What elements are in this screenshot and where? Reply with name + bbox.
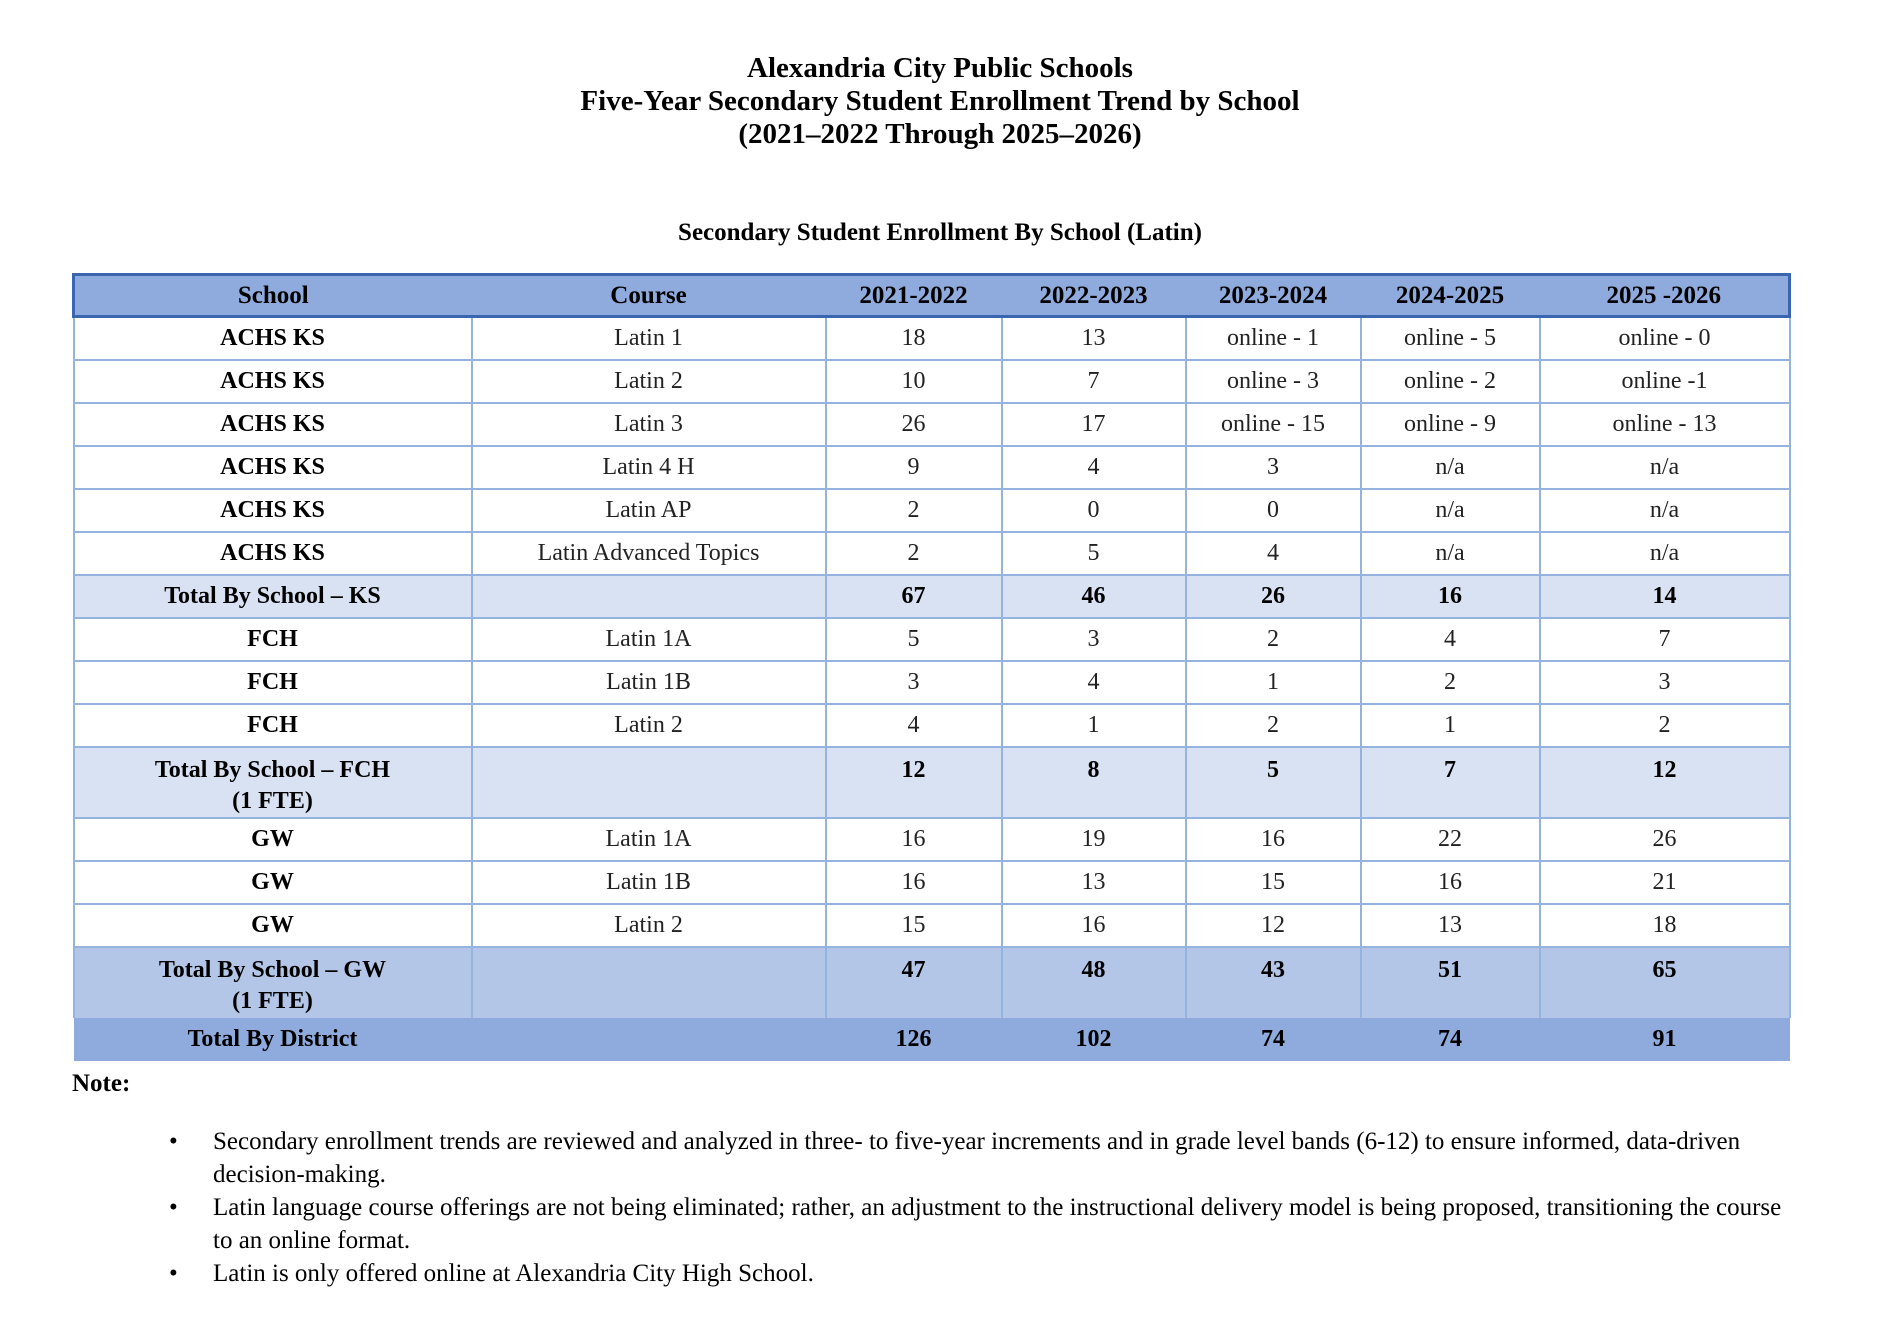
value-cell: 126 xyxy=(826,1018,1002,1061)
table-row xyxy=(74,747,1790,818)
value-cell: 5 xyxy=(826,618,1002,661)
course-cell: Latin 1 xyxy=(472,317,826,360)
value-cell: 1 xyxy=(1002,704,1186,747)
value-cell: 0 xyxy=(1186,489,1361,532)
note-label: Note: xyxy=(72,1069,131,1097)
enrollment-table-body xyxy=(74,317,1790,1061)
value-cell: 48 xyxy=(1002,947,1186,1018)
notes-list xyxy=(72,1125,1802,1290)
value-cell: 65 xyxy=(1540,947,1790,1018)
table-row xyxy=(74,818,1790,861)
value-cell: n/a xyxy=(1361,532,1540,575)
school-cell: Total By School – GW (1 FTE) xyxy=(74,947,472,1018)
table-row xyxy=(74,403,1790,446)
value-cell: 12 xyxy=(826,747,1002,818)
course-cell xyxy=(472,947,826,1018)
value-cell: 2 xyxy=(1186,704,1361,747)
value-cell: n/a xyxy=(1540,446,1790,489)
value-cell: 13 xyxy=(1002,317,1186,360)
course-cell: Latin 2 xyxy=(472,360,826,403)
value-cell: 12 xyxy=(1540,747,1790,818)
value-cell: 3 xyxy=(1002,618,1186,661)
table-row xyxy=(74,1018,1790,1061)
value-cell: 18 xyxy=(1540,904,1790,947)
school-cell: GW xyxy=(74,861,472,904)
course-cell xyxy=(472,747,826,818)
title-line-1: Alexandria City Public Schools xyxy=(747,52,1133,84)
course-cell: Latin Advanced Topics xyxy=(472,532,826,575)
course-cell: Latin 1B xyxy=(472,861,826,904)
school-cell: GW xyxy=(74,818,472,861)
value-cell: 46 xyxy=(1002,575,1186,618)
value-cell: 2 xyxy=(826,532,1002,575)
value-cell: 15 xyxy=(1186,861,1361,904)
value-cell: online - 3 xyxy=(1186,360,1361,403)
value-cell: online - 1 xyxy=(1186,317,1361,360)
value-cell: 102 xyxy=(1002,1018,1186,1061)
value-cell: online - 13 xyxy=(1540,403,1790,446)
course-cell: Latin 1A xyxy=(472,818,826,861)
value-cell: 5 xyxy=(1186,747,1361,818)
value-cell: 1 xyxy=(1361,704,1540,747)
school-cell: FCH xyxy=(74,661,472,704)
value-cell: 67 xyxy=(826,575,1002,618)
value-cell: 3 xyxy=(826,661,1002,704)
value-cell: 74 xyxy=(1361,1018,1540,1061)
table-row xyxy=(74,532,1790,575)
value-cell: 4 xyxy=(1186,532,1361,575)
column-header-2025-2026: 2025 -2026 xyxy=(1540,275,1790,317)
note-item: • Latin language course offerings are not being eliminated; rather, an adjustment to the instructional delivery model is being proposed, transitioning the course to an online format. xyxy=(213,1191,1795,1257)
value-cell: 4 xyxy=(1002,446,1186,489)
column-header-2023-2024: 2023-2024 xyxy=(1186,275,1361,317)
table-row xyxy=(74,618,1790,661)
value-cell: 3 xyxy=(1540,661,1790,704)
course-cell: Latin 1A xyxy=(472,618,826,661)
course-cell: Latin 4 H xyxy=(472,446,826,489)
title-line-3: (2021–2022 Through 2025–2026) xyxy=(738,118,1142,150)
value-cell: 51 xyxy=(1361,947,1540,1018)
value-cell: 4 xyxy=(826,704,1002,747)
value-cell: n/a xyxy=(1361,489,1540,532)
title-line-2: Five-Year Secondary Student Enrollment Trend by School xyxy=(580,85,1300,117)
school-cell: ACHS KS xyxy=(74,317,472,360)
value-cell: 10 xyxy=(826,360,1002,403)
note-item: • Secondary enrollment trends are reviewed and analyzed in three- to five-year increments and in grade level bands (6-12) to ensure informed, data-driven decision-making. xyxy=(213,1125,1795,1191)
value-cell: 74 xyxy=(1186,1018,1361,1061)
value-cell: 9 xyxy=(826,446,1002,489)
table-row xyxy=(74,489,1790,532)
value-cell: 26 xyxy=(1540,818,1790,861)
value-cell: 2 xyxy=(1186,618,1361,661)
value-cell: 47 xyxy=(826,947,1002,1018)
school-cell: Total By School – FCH (1 FTE) xyxy=(74,747,472,818)
value-cell: online - 9 xyxy=(1361,403,1540,446)
table-row xyxy=(74,661,1790,704)
value-cell: online - 2 xyxy=(1361,360,1540,403)
value-cell: 13 xyxy=(1002,861,1186,904)
column-header-2022-2023: 2022-2023 xyxy=(1002,275,1186,317)
value-cell: 1 xyxy=(1186,661,1361,704)
value-cell: n/a xyxy=(1540,489,1790,532)
course-cell: Latin 3 xyxy=(472,403,826,446)
value-cell: 14 xyxy=(1540,575,1790,618)
course-cell: Latin 2 xyxy=(472,904,826,947)
table-header xyxy=(74,275,1790,317)
table-row xyxy=(74,360,1790,403)
course-cell: Latin 2 xyxy=(472,704,826,747)
school-cell: ACHS KS xyxy=(74,532,472,575)
value-cell: 4 xyxy=(1361,618,1540,661)
column-header-course: Course xyxy=(472,275,826,317)
value-cell: 7 xyxy=(1540,618,1790,661)
value-cell: 19 xyxy=(1002,818,1186,861)
column-header-school: School xyxy=(74,275,472,317)
table-row xyxy=(74,446,1790,489)
note-item: • Latin is only offered online at Alexandria City High School. xyxy=(213,1257,1795,1290)
value-cell: 13 xyxy=(1361,904,1540,947)
table-row xyxy=(74,704,1790,747)
value-cell: n/a xyxy=(1361,446,1540,489)
value-cell: 0 xyxy=(1002,489,1186,532)
course-cell xyxy=(472,575,826,618)
value-cell: 7 xyxy=(1002,360,1186,403)
value-cell: 4 xyxy=(1002,661,1186,704)
table-row xyxy=(74,904,1790,947)
school-cell: FCH xyxy=(74,704,472,747)
value-cell: 43 xyxy=(1186,947,1361,1018)
table-row xyxy=(74,947,1790,1018)
school-cell: GW xyxy=(74,904,472,947)
enrollment-table xyxy=(72,273,1791,1061)
value-cell: 26 xyxy=(1186,575,1361,618)
value-cell: 7 xyxy=(1361,747,1540,818)
table-row xyxy=(74,575,1790,618)
school-cell: ACHS KS xyxy=(74,403,472,446)
value-cell: 3 xyxy=(1186,446,1361,489)
table-title: Secondary Student Enrollment By School (Latin) xyxy=(678,219,1202,246)
column-header-2024-2025: 2024-2025 xyxy=(1361,275,1540,317)
value-cell: 22 xyxy=(1361,818,1540,861)
value-cell: 91 xyxy=(1540,1018,1790,1061)
header-row xyxy=(74,275,1790,317)
value-cell: 16 xyxy=(826,818,1002,861)
value-cell: 16 xyxy=(1361,861,1540,904)
value-cell: 2 xyxy=(826,489,1002,532)
course-cell xyxy=(472,1018,826,1061)
table-row xyxy=(74,317,1790,360)
value-cell: 16 xyxy=(1361,575,1540,618)
school-cell: ACHS KS xyxy=(74,446,472,489)
school-cell: Total By School – KS xyxy=(74,575,472,618)
document-title xyxy=(72,52,1808,151)
course-cell: Latin AP xyxy=(472,489,826,532)
school-cell: ACHS KS xyxy=(74,489,472,532)
school-cell: Total By District xyxy=(74,1018,472,1061)
value-cell: 21 xyxy=(1540,861,1790,904)
value-cell: online - 15 xyxy=(1186,403,1361,446)
column-header-2021-2022: 2021-2022 xyxy=(826,275,1002,317)
value-cell: 16 xyxy=(1002,904,1186,947)
value-cell: 2 xyxy=(1361,661,1540,704)
school-cell: ACHS KS xyxy=(74,360,472,403)
value-cell: 17 xyxy=(1002,403,1186,446)
value-cell: 16 xyxy=(826,861,1002,904)
value-cell: 12 xyxy=(1186,904,1361,947)
value-cell: online - 0 xyxy=(1540,317,1790,360)
value-cell: 5 xyxy=(1002,532,1186,575)
value-cell: 26 xyxy=(826,403,1002,446)
value-cell: 15 xyxy=(826,904,1002,947)
course-cell: Latin 1B xyxy=(472,661,826,704)
value-cell: online -1 xyxy=(1540,360,1790,403)
value-cell: 8 xyxy=(1002,747,1186,818)
value-cell: 16 xyxy=(1186,818,1361,861)
school-cell: FCH xyxy=(74,618,472,661)
value-cell: 2 xyxy=(1540,704,1790,747)
value-cell: 18 xyxy=(826,317,1002,360)
table-row xyxy=(74,861,1790,904)
value-cell: online - 5 xyxy=(1361,317,1540,360)
value-cell: n/a xyxy=(1540,532,1790,575)
